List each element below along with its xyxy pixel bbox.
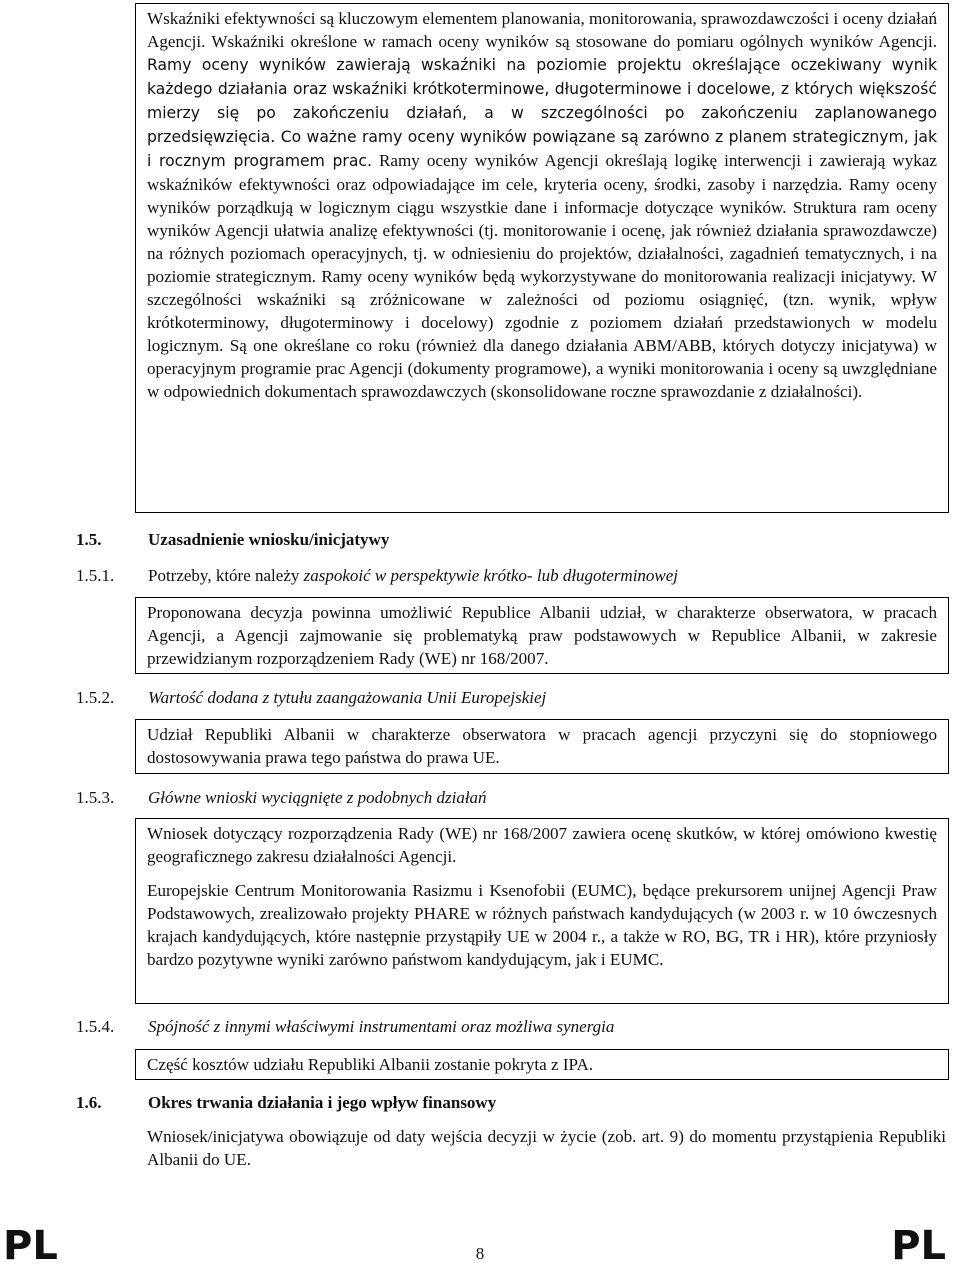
section-1-5-1-box: Proponowana decyzja powinna umożliwić Republice Albanii udział, w charakterze obserwatora, w pracach Agencji, a Agencji zajmowanie się problematyką praw podstawowych w Republice Albanii, w zakresie przewidzianym rozporządzeniem Rady (WE) nr 168/2007. <box>135 597 949 674</box>
footer-language-right: PL <box>891 1223 946 1269</box>
section-1-5-2-title: Wartość dodana z tytułu zaangażowania Unii Europejskiej <box>148 688 547 707</box>
section-1-5-3-number: 1.5.3. <box>76 788 115 807</box>
section-1-5-2-box: Udział Republiki Albanii w charakterze obserwatora w pracach agencji przyczyni się do stopniowego dostosowywania prawa tego państwa do prawa UE. <box>135 719 949 774</box>
section-1-5-4-number: 1.5.4. <box>76 1017 115 1036</box>
section-1-6-number: 1.6. <box>76 1093 102 1112</box>
section-1-5-1-title: Potrzeby, które należy zaspokoić w perspektywie krótko- lub długoterminowej <box>148 566 679 585</box>
section-1-5-3-box: Wniosek dotyczący rozporządzenia Rady (WE) nr 168/2007 zawiera ocenę skutków, w której omówiono kwestię geograficznego zakresu działalności Agencji. Europejskie Centrum Monitorowania Rasizmu i Ksenofobii (EUMC), będące prekursorem unijnej Agencji Praw Podstawowych, zrealizowało projekty PHARE w różnych państwach kandydujących (w 2003 r. w 10 ówczesnych krajach kandydujących, które następnie przystąpiły UE w 2004 r., a także w RO, BG, TR i HR), które przyniosły bardzo pozytywne wyniki zarówno państwom kandydującym, jak i EUMC. <box>135 818 949 1004</box>
section-1-5-4-box: Część kosztów udziału Republiki Albanii zostanie pokryta z IPA. <box>135 1049 949 1080</box>
section-1-5-title: Uzasadnienie wniosku/inicjatywy <box>148 530 390 549</box>
section-1-5-4-title: Spójność z innymi właściwymi instrumentami oraz możliwa synergia <box>148 1017 615 1036</box>
section-1-5-number: 1.5. <box>76 530 102 549</box>
performance-indicators-box <box>135 3 949 513</box>
section-1-6-title: Okres trwania działania i jego wpływ finansowy <box>148 1093 497 1112</box>
section-1-5-3-title: Główne wnioski wyciągnięte z podobnych działań <box>148 788 487 807</box>
section-1-6-text: Wniosek/inicjatywa obowiązuje od daty wejścia decyzji w życie (zob. art. 9) do momentu przystąpienia Republiki Albanii do UE. <box>147 1127 946 1169</box>
section-1-5-1-number: 1.5.1. <box>76 566 115 585</box>
footer-language-left: PL <box>3 1223 58 1269</box>
page-number: 8 <box>475 1244 485 1263</box>
indicators-paragraph: Wskaźniki efektywności są kluczowym elementem planowania, monitorowania, sprawozdawczości i oceny działań Agencji. Wskaźniki określone w ramach oceny wyników są stosowane do pomiaru ogólnych wyników Agencji. Ramy oceny wyników zawierają wskaźniki na poziomie projektu określające oczekiwany wynik każdego działania oraz wskaźniki krótkoterminowe, długoterminowe i docelowe, z których większość mierzy się po zakończeniu działań, a w szczególności po zakończeniu zaplanowanego przedsięwzięcia. Co ważne ramy oceny wyników powiązane są zarówno z planem strategicznym, jak i rocznym programem prac. Ramy oceny wyników Agencji określają logikę interwencji i zawierają wykaz wskaźników efektywności oraz odpowiadające im cele, kryteria oceny, środki, zasoby i narzędzia. Ramy oceny wyników porządkują w logicznym ciągu wszystkie dane i informacje dotyczące wyników. Struktura ram oceny wyników Agencji ułatwia analizę efektywności (tj. monitorowanie i ocenę, jak również działania sprawozdawcze) na różnych poziomach operacyjnych, tj. w odniesieniu do projektów, działalności, zagadnień tematycznych, i na poziomie strategicznym. Ramy oceny wyników będą wykorzystywane do monitorowania realizacji inicjatywy. W szczególności wskaźniki są zróżnicowane w zależności od poziomu osiągnięć, (tzn. wynik, wpływ krótkoterminowy, długoterminowy i docelowy) zgodnie z poziomem działań przedstawionych w modelu logicznym. Są one określane co roku (również dla danego działania ABM/ABB, których dotyczy inicjatywa) w operacyjnym programie prac Agencji (dokumenty programowe), a wyniki monitorowania i oceny są uwzględniane w odpowiednich dokumentach sprawozdawczych (skonsolidowane roczne sprawozdanie z działalności). <box>147 9 937 401</box>
section-1-5-2-number: 1.5.2. <box>76 688 115 707</box>
